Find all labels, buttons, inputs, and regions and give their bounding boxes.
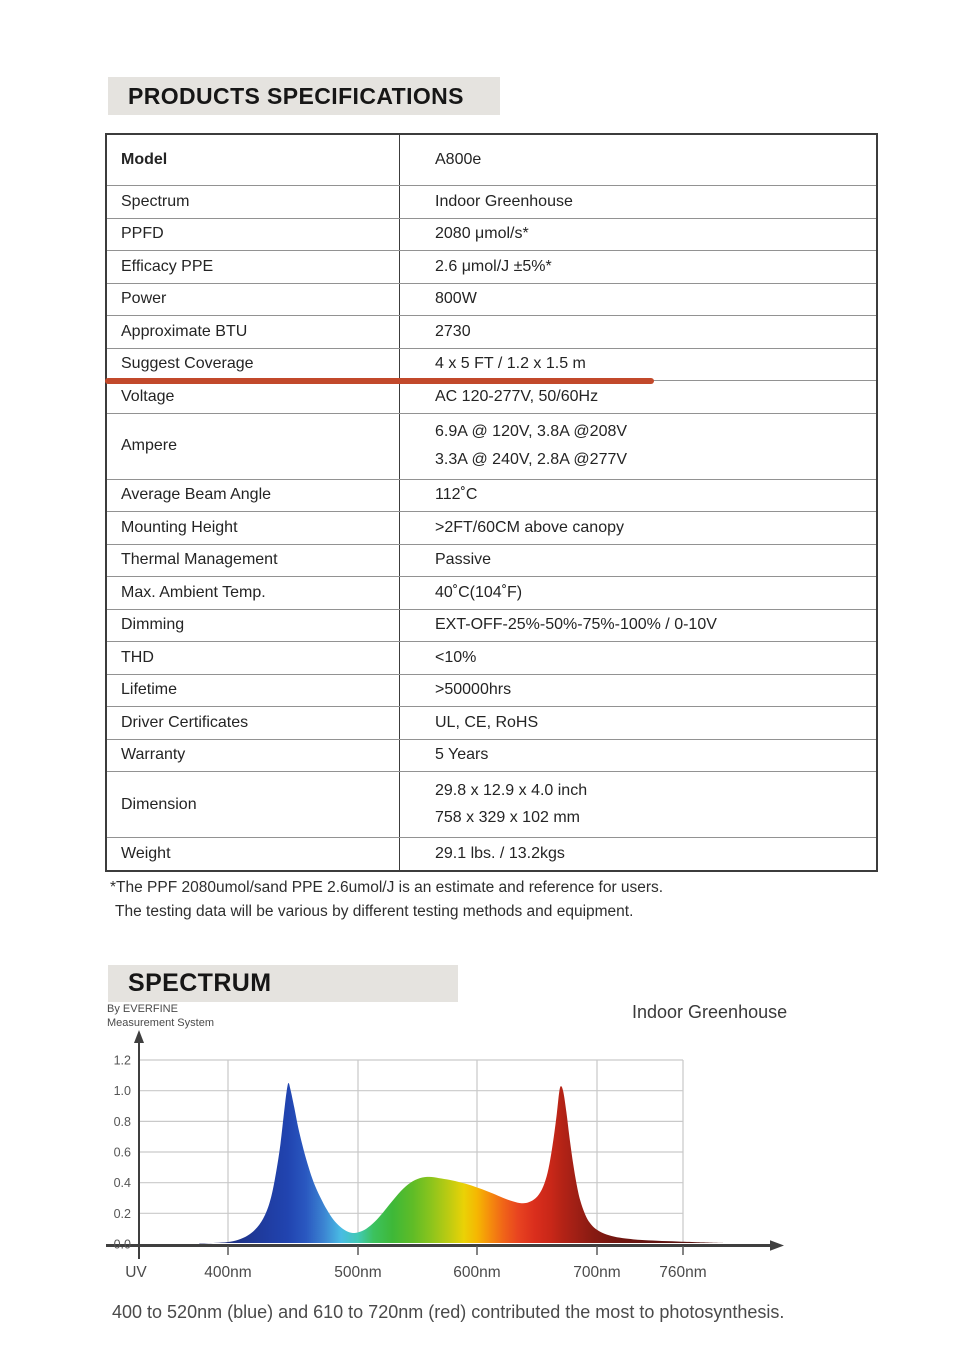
row-values [400,577,876,609]
x-tick-label: 700nm [573,1264,621,1281]
row-value: 5 Years [435,746,489,764]
table-row [107,380,876,413]
footnotes [110,876,663,923]
measurement-note-line-1: By EVERFINE [107,1003,178,1015]
row-values [400,284,876,316]
table-row [107,348,876,381]
row-values [400,480,876,512]
y-tick-label: 0.8 [113,1114,131,1129]
products-specifications-header [108,77,500,115]
footnote-line-1: *The PPF 2080umol/sand PPE 2.6umol/J is an estimate and reference for users. [110,879,664,896]
table-row [107,739,876,772]
y-tick-label: 1.2 [113,1053,131,1068]
x-tick-label: 600nm [453,1264,501,1281]
row-values [400,186,876,218]
x-tick-label: 760nm [659,1264,707,1281]
row-value: AC 120-277V, 50/60Hz [435,387,599,405]
row-label: Mounting Height [107,512,400,544]
row-values [400,219,876,251]
row-values [400,707,876,739]
row-label: Voltage [107,381,400,413]
row-values [400,838,876,870]
row-value: Indoor Greenhouse [435,192,573,210]
row-values [400,349,876,381]
row-values [400,414,876,479]
spectrum-title: SPECTRUM [128,969,272,997]
row-value: >50000hrs [435,681,512,699]
table-row [107,135,876,185]
row-value: <10% [435,648,477,666]
row-values [400,610,876,642]
spectrum-header [108,965,458,1002]
table-row [107,576,876,609]
row-value: 2.6 μmol/J ±5%* [435,257,552,275]
footnote-line-2: The testing data will be various by different testing methods and equipment. [115,902,634,920]
row-value: 758 x 329 x 102 mm [435,809,580,827]
row-label: Efficacy PPE [107,251,400,283]
row-label: Lifetime [107,675,400,707]
row-values [400,135,876,185]
row-label: Thermal Management [107,545,400,577]
table-row [107,185,876,218]
specifications-table [105,133,878,872]
row-label: Average Beam Angle [107,480,400,512]
products-specifications-title: PRODUCTS SPECIFICATIONS [128,82,464,109]
x-tick-label: 500nm [334,1264,382,1281]
y-tick-label: 0.6 [113,1145,131,1160]
row-value: 29.8 x 12.9 x 4.0 inch [435,781,588,799]
row-value: 2730 [435,322,471,340]
row-label: PPFD [107,219,400,251]
row-label: THD [107,642,400,674]
row-label: Dimension [107,772,400,837]
row-value: 4 x 5 FT / 1.2 x 1.5 m [435,355,586,373]
row-value: 6.9A @ 120V, 3.8A @208V [435,423,628,441]
table-row [107,609,876,642]
red-accent-underline [105,378,654,384]
row-values [400,381,876,413]
table-row [107,771,876,837]
table-row [107,641,876,674]
row-label: Model [107,135,400,185]
row-values [400,675,876,707]
row-value: 112˚C [435,486,478,504]
row-value: 2080 μmol/s* [435,225,529,243]
row-values [400,316,876,348]
row-label: Suggest Coverage [107,349,400,381]
row-value: 800W [435,290,477,308]
spectrum-caption: 400 to 520nm (blue) and 610 to 720nm (red) contributed the most to photosynthesis. [112,1302,785,1322]
table-row [107,283,876,316]
table-row [107,218,876,251]
row-values [400,740,876,772]
row-label: Dimming [107,610,400,642]
row-values [400,251,876,283]
row-label: Driver Certificates [107,707,400,739]
row-label: Warranty [107,740,400,772]
row-value: 3.3A @ 240V, 2.8A @277V [435,450,628,468]
table-row [107,544,876,577]
x-tick-label: UV [125,1264,147,1281]
row-value: EXT-OFF-25%-50%-75%-100% / 0-10V [435,616,717,634]
row-label: Power [107,284,400,316]
row-value: A800e [435,151,482,168]
row-values [400,545,876,577]
row-value: 29.1 lbs. / 13.2kgs [435,844,565,862]
row-label: Ampere [107,414,400,479]
table-row [107,250,876,283]
row-label: Weight [107,838,400,870]
row-label: Spectrum [107,186,400,218]
row-label: Approximate BTU [107,316,400,348]
row-label: Max. Ambient Temp. [107,577,400,609]
spectrum-curve [199,1083,723,1244]
spectrum-series-label: Indoor Greenhouse [632,1002,788,1022]
spectrum-chart [0,1020,962,1310]
table-row [107,674,876,707]
y-tick-label: 0.2 [113,1206,131,1221]
row-values [400,772,876,837]
table-row [107,479,876,512]
measurement-note-line-2: Measurement System [107,1016,214,1029]
y-axis-arrowhead [134,1030,144,1043]
table-row [107,706,876,739]
row-value: UL, CE, RoHS [435,713,539,731]
x-axis-arrowhead [770,1240,784,1251]
y-tick-label: 1.0 [113,1084,131,1099]
y-tick-label: 0.4 [113,1176,131,1191]
row-values [400,512,876,544]
table-row [107,413,876,479]
row-value: 40˚C(104˚F) [435,583,523,601]
table-row [107,511,876,544]
row-value: >2FT/60CM above canopy [435,518,624,536]
row-values [400,642,876,674]
table-row [107,315,876,348]
y-tick-label: 0.0 [113,1237,131,1252]
row-value: Passive [435,551,492,569]
x-tick-label: 400nm [204,1264,252,1281]
table-row [107,837,876,870]
